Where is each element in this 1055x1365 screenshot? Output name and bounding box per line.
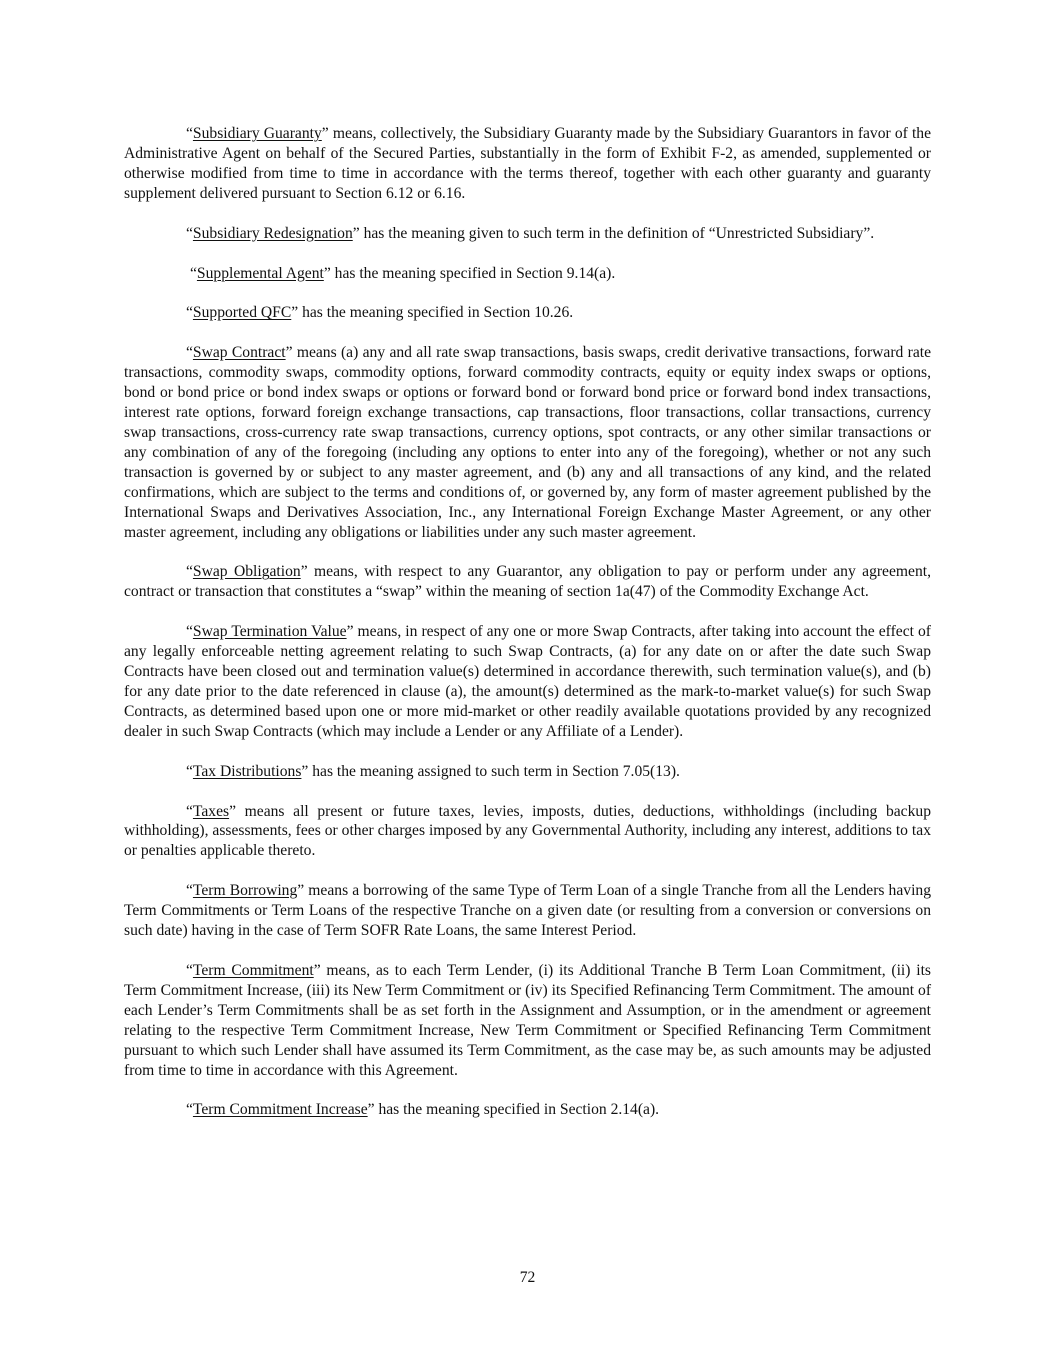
- definition-text: ” has the meaning given to such term in the definition of “Unrestricted Subsidiary”.: [352, 224, 875, 242]
- defined-term: Taxes: [192, 802, 230, 820]
- definition-swap-obligation: [124, 562, 931, 602]
- definition-text: ” means all present or future taxes, levies, imposts, duties, deductions, withholdings (including backup withholding), assessments, fees or other charges imposed by any Governmental Authority, including any interest, additions to tax or penalties applicable thereto.: [124, 802, 931, 860]
- open-quote: “: [186, 762, 193, 780]
- definition-text: ” has the meaning assigned to such term in Section 7.05(13).: [301, 762, 680, 780]
- page-number: 72: [519, 1269, 536, 1286]
- defined-term: Supported QFC: [192, 304, 292, 322]
- definition-text: ” means (a) any and all rate swap transactions, basis swaps, credit derivative transactions, forward rate transactions, commodity swaps, commodity options, forward commodity contracts, equity or equity index swaps or options, bond or bond price or bond index swaps or options or forward bond or forward bond price or forward bond index transactions, interest rate options, forward foreign exchange transactions, cap transactions, floor transactions, collar transactions, currency swap transactions, cross-currency rate swap transactions, currency options, spot contracts, or any other similar transactions or any combination of any of the foregoing (including any options to enter into any of the foregoing), whether or not any such transaction is governed by or subject to any master agreement, and (b) any and all transactions of any kind, and the related confirmations, which are subject to the terms and conditions of, or governed by, any form of master agreement published by the International Swaps and Derivatives Association, Inc., any International Foreign Exchange Master Agreement, or any other master agreement, including any obligations or liabilities under any such master agreement.: [124, 344, 931, 541]
- open-quote: “: [186, 224, 193, 242]
- defined-term: Term Commitment Increase: [192, 1101, 368, 1119]
- open-quote: “: [190, 264, 197, 282]
- definition-text: ” has the meaning specified in Section 9.14(a).: [323, 264, 616, 282]
- open-quote: “: [186, 344, 193, 362]
- definition-text: ” means, collectively, the Subsidiary Guaranty made by the Subsidiary Guarantors in favor of the Administrative Agent on behalf of the Secured Parties, substantially in the form of Exhibit F-2, as amended, supplemented or otherwise modified from time to time in accordance with the terms thereof, together with each other guaranty and guaranty supplement delivered pursuant to Section 6.12 or 6.16.: [124, 125, 931, 202]
- definition-text: ” means, with respect to any Guarantor, any obligation to pay or perform under any agreement, contract or transaction that constitutes a “swap” within the meaning of section 1a(47) of the Commodity Exchange Act.: [124, 563, 931, 601]
- definition-subsidiary-redesignation: [124, 224, 931, 244]
- open-quote: “: [186, 882, 193, 900]
- definition-term-commitment: [124, 961, 931, 1080]
- definition-tax-distributions: [124, 762, 931, 782]
- defined-term: Swap Obligation: [192, 563, 301, 581]
- definition-term-borrowing: [124, 881, 931, 941]
- open-quote: “: [186, 1101, 193, 1119]
- definition-swap-contract: [124, 343, 931, 542]
- defined-term: Term Commitment: [192, 962, 314, 979]
- open-quote: “: [186, 623, 193, 641]
- definition-text: ” has the meaning specified in Section 10.26.: [291, 304, 574, 322]
- open-quote: “: [186, 304, 193, 322]
- defined-term: Subsidiary Redesignation: [192, 224, 353, 242]
- definition-text: ” has the meaning specified in Section 2.14(a).: [367, 1101, 660, 1119]
- definition-subsidiary-guaranty: [124, 124, 931, 204]
- defined-term: Term Borrowing: [192, 882, 298, 900]
- defined-term: Swap Termination Value: [192, 623, 347, 641]
- definition-supplemental-agent: [124, 264, 931, 284]
- document-page: [124, 124, 931, 1140]
- definition-text: ” means, as to each Term Lender, (i) its Additional Tranche B Term Loan Commitment, (ii) its Term Commitment Increase, (iii) its New Term Commitment or (iv) its Specified Refinancing Term Commitment. The amount of each Lender’s Term Commitments shall be as set forth in the Assignment and Assumption, or in the amendment or agreement relating to the respective Term Commitment Increase, New Term Commitment or Specified Refinancing Term Commitment pursuant to which such Lender shall have assumed its Term Commitment, as the case may be, as such amounts may be adjusted from time to time in accordance with this Agreement.: [124, 962, 932, 1079]
- open-quote: “: [186, 802, 193, 820]
- defined-term: Supplemental Agent: [196, 264, 324, 282]
- definition-term-commitment-increase: [124, 1100, 931, 1120]
- definition-supported-qfc: [124, 303, 931, 323]
- defined-term: Subsidiary Guaranty: [192, 125, 322, 142]
- defined-term: Swap Contract: [192, 344, 286, 362]
- definition-taxes: [124, 802, 931, 862]
- defined-term: Tax Distributions: [192, 762, 302, 780]
- definition-text: ” means a borrowing of the same Type of Term Loan of a single Tranche from all the Lenders having Term Commitments or Term Loans of the respective Tranche on a given date (or resulting from a conversion or conversions on such date) having in the case of Term SOFR Rate Loans, the same Interest Period.: [124, 882, 931, 940]
- open-quote: “: [186, 962, 193, 979]
- definition-text: ” means, in respect of any one or more Swap Contracts, after taking into account the effect of any legally enforceable netting agreement relating to such Swap Contracts, (a) for any date on or after the date such Swap Contracts have been closed out and termination value(s) determined in accordance therewith, such termination value(s), and (b) for any date prior to the date referenced in clause (a), the amount(s) determined as the mark-to-market value(s) for such Swap Contracts, as determined based upon one or more mid-market or other readily available quotations provided by any recognized dealer in such Swap Contracts (which may include a Lender or any Affiliate of a Lender).: [124, 623, 931, 740]
- open-quote: “: [186, 563, 193, 581]
- open-quote: “: [186, 125, 193, 142]
- definition-swap-termination-value: [124, 622, 931, 741]
